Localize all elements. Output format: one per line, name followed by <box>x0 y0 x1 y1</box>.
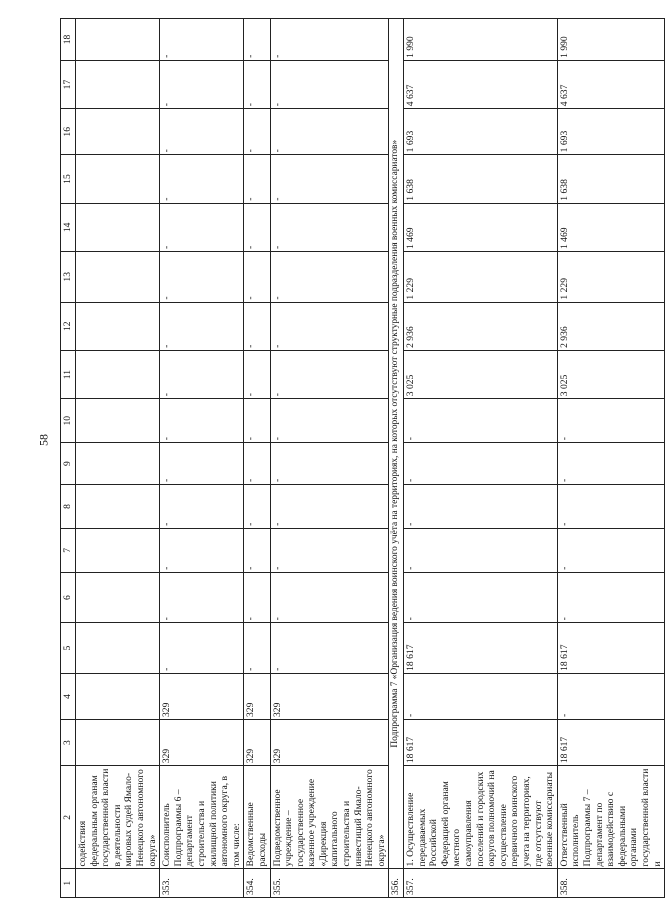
value-cell: - <box>160 203 244 251</box>
row-name: 1. Осуществление передаваемых Российской Федерацией органам местного самоуправления поселений и городских округов полномочий на осуществление первичного воинского учета на территориях, где отсутствуют военные комиссариаты <box>404 766 558 869</box>
value-cell: - <box>270 203 389 251</box>
value-cell: 1 638 <box>404 155 558 203</box>
col-header: 6 <box>61 572 76 623</box>
row-name: Ответственный исполнитель Подпрограммы 7 – департамент по взаимодействию с федеральными органами государственной власти и <box>557 766 664 869</box>
value-cell: - <box>244 528 270 572</box>
value-cell: - <box>160 350 244 398</box>
value-cell <box>76 155 160 203</box>
row-number: 358. <box>557 869 664 898</box>
page-number: 58 <box>36 434 51 446</box>
col-header: 14 <box>61 203 76 251</box>
col-header: 9 <box>61 443 76 485</box>
value-cell: - <box>404 572 558 623</box>
value-cell: 329 <box>160 673 244 719</box>
value-cell: 4 637 <box>404 60 558 108</box>
col-header: 8 <box>61 484 76 528</box>
value-cell <box>76 252 160 303</box>
value-cell: - <box>404 399 558 443</box>
value-cell: - <box>270 19 389 61</box>
col-header: 2 <box>61 766 76 869</box>
col-header: 4 <box>61 673 76 719</box>
value-cell: - <box>160 572 244 623</box>
value-cell <box>76 528 160 572</box>
col-header: 5 <box>61 623 76 674</box>
value-cell: 1 693 <box>557 109 664 155</box>
value-cell: 1 469 <box>404 203 558 251</box>
value-cell <box>76 302 160 350</box>
value-cell: 2 936 <box>404 302 558 350</box>
value-cell: - <box>270 109 389 155</box>
value-cell: - <box>244 399 270 443</box>
value-cell: - <box>270 572 389 623</box>
col-header: 15 <box>61 155 76 203</box>
value-cell: 4 637 <box>557 60 664 108</box>
col-header: 1 <box>61 869 76 898</box>
col-header: 17 <box>61 60 76 108</box>
value-cell: 329 <box>244 720 270 766</box>
value-cell: 1 229 <box>404 252 558 303</box>
row-number <box>76 869 160 898</box>
col-header: 3 <box>61 720 76 766</box>
value-cell: 3 025 <box>404 350 558 398</box>
value-cell: 18 617 <box>404 623 558 674</box>
value-cell: - <box>160 302 244 350</box>
row-number: 356. <box>389 869 404 898</box>
value-cell: 329 <box>244 673 270 719</box>
row-name: Ведомственные расходы <box>244 766 270 869</box>
value-cell: - <box>557 399 664 443</box>
value-cell: 3 025 <box>557 350 664 398</box>
col-header: 18 <box>61 19 76 61</box>
value-cell: 2 936 <box>557 302 664 350</box>
value-cell: - <box>270 528 389 572</box>
value-cell: - <box>244 350 270 398</box>
budget-table <box>60 18 665 898</box>
column-number-row <box>61 19 76 898</box>
value-cell: - <box>557 572 664 623</box>
row-name: содействия федеральным органам государственной власти в деятельности мировых судей Ямало-Ненецкого автономного округа» <box>76 766 160 869</box>
table-row <box>160 19 244 898</box>
value-cell: 329 <box>160 720 244 766</box>
value-cell: 18 617 <box>404 720 558 766</box>
value-cell: 329 <box>270 720 389 766</box>
value-cell: - <box>270 443 389 485</box>
value-cell: - <box>244 302 270 350</box>
value-cell: - <box>160 443 244 485</box>
row-number: 355. <box>270 869 389 898</box>
value-cell: 1 990 <box>557 19 664 61</box>
value-cell: - <box>244 109 270 155</box>
value-cell: - <box>244 19 270 61</box>
value-cell: - <box>270 484 389 528</box>
value-cell: - <box>557 443 664 485</box>
table-row <box>76 19 160 898</box>
col-header: 7 <box>61 528 76 572</box>
value-cell: 1 469 <box>557 203 664 251</box>
table-row <box>270 19 389 898</box>
row-number: 354. <box>244 869 270 898</box>
value-cell <box>76 350 160 398</box>
row-number: 353. <box>160 869 244 898</box>
rotated-table-page <box>60 18 663 898</box>
value-cell: - <box>160 623 244 674</box>
col-header: 10 <box>61 399 76 443</box>
value-cell: - <box>160 484 244 528</box>
value-cell: - <box>270 60 389 108</box>
table-row <box>404 19 558 898</box>
value-cell <box>76 109 160 155</box>
col-header: 16 <box>61 109 76 155</box>
value-cell: - <box>404 484 558 528</box>
value-cell <box>76 19 160 61</box>
value-cell: - <box>270 399 389 443</box>
value-cell: - <box>160 19 244 61</box>
col-header: 12 <box>61 302 76 350</box>
value-cell: - <box>557 484 664 528</box>
value-cell: - <box>244 572 270 623</box>
value-cell: - <box>160 155 244 203</box>
value-cell <box>76 443 160 485</box>
table-row <box>557 19 664 898</box>
value-cell: 1 638 <box>557 155 664 203</box>
value-cell: 1 990 <box>404 19 558 61</box>
value-cell: - <box>160 528 244 572</box>
row-number: 357. <box>404 869 558 898</box>
value-cell: 1 693 <box>404 109 558 155</box>
table-row <box>244 19 270 898</box>
value-cell: - <box>244 203 270 251</box>
row-name: Соисполнитель Подпрограммы 6 – департамент строительства и жилищной политики автономного округа, в том числе: <box>160 766 244 869</box>
value-cell <box>76 720 160 766</box>
value-cell: - <box>160 109 244 155</box>
value-cell: - <box>160 399 244 443</box>
value-cell <box>76 673 160 719</box>
value-cell: - <box>244 443 270 485</box>
value-cell: - <box>404 528 558 572</box>
value-cell: - <box>244 484 270 528</box>
value-cell: - <box>244 623 270 674</box>
value-cell <box>76 203 160 251</box>
value-cell: - <box>244 155 270 203</box>
value-cell: - <box>270 350 389 398</box>
col-header: 13 <box>61 252 76 303</box>
subprogram-title: Подпрограмма 7 «Организация ведения воинского учёта на территориях, на которых отсутствуют структурные подразделения военных комиссариатов» <box>389 19 404 869</box>
value-cell <box>76 484 160 528</box>
value-cell: 329 <box>270 673 389 719</box>
value-cell: 18 617 <box>557 623 664 674</box>
value-cell: - <box>557 673 664 719</box>
subprogram-row <box>389 19 404 898</box>
value-cell <box>76 623 160 674</box>
value-cell: 18 617 <box>557 720 664 766</box>
value-cell: - <box>404 443 558 485</box>
row-name: Подведомственное учреждение – государственное казенное учреждение «Дирекция капитального строительства и инвестиций Ямало-Ненецкого автономного округа» <box>270 766 389 869</box>
value-cell: 1 229 <box>557 252 664 303</box>
value-cell: - <box>270 623 389 674</box>
value-cell <box>76 60 160 108</box>
value-cell: - <box>244 252 270 303</box>
value-cell: - <box>270 302 389 350</box>
value-cell: - <box>404 673 558 719</box>
value-cell <box>76 399 160 443</box>
value-cell: - <box>270 252 389 303</box>
value-cell: - <box>244 60 270 108</box>
value-cell <box>76 572 160 623</box>
value-cell: - <box>270 155 389 203</box>
value-cell: - <box>557 528 664 572</box>
value-cell: - <box>160 252 244 303</box>
value-cell: - <box>160 60 244 108</box>
col-header: 11 <box>61 350 76 398</box>
